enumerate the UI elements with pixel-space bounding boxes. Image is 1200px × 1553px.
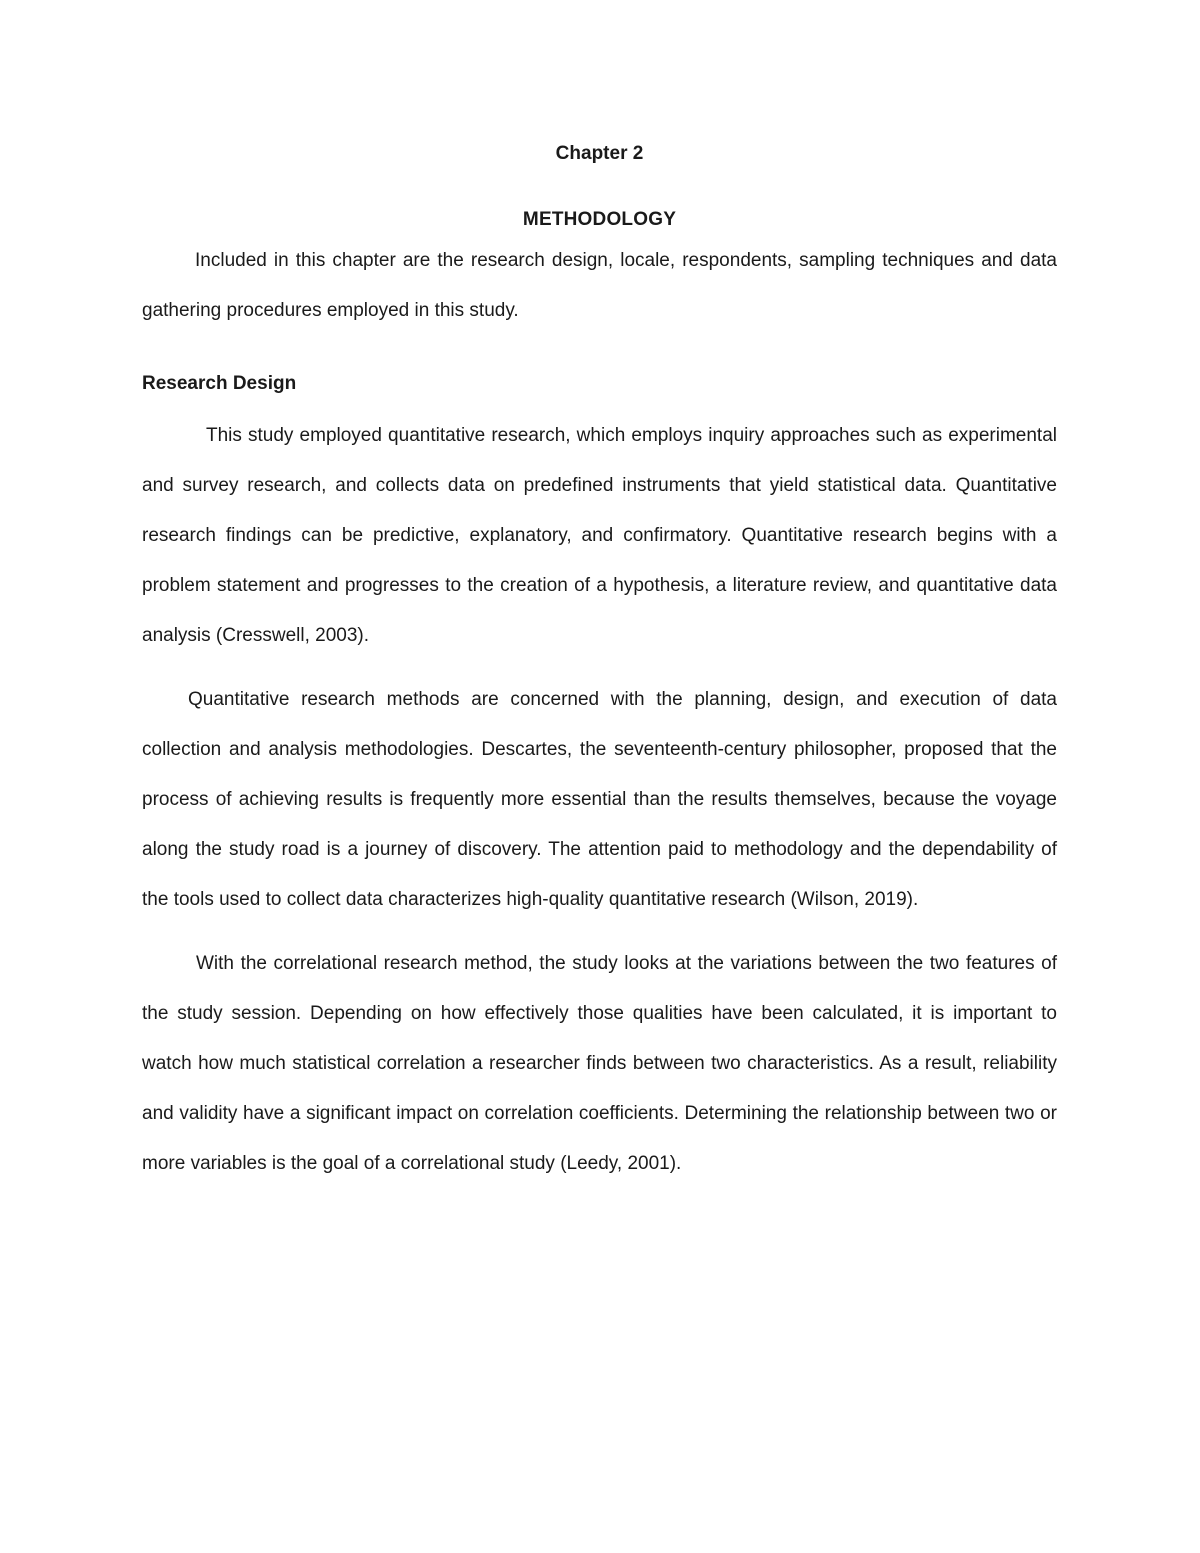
- chapter-title: METHODOLOGY: [522, 209, 677, 230]
- chapter-label: Chapter 2: [555, 143, 644, 164]
- paragraph-3: With the correlational research method, the study looks at the variations between the two features of the study session. Depending on how effectively those qualities have been calculated, it is important to watch how much statistical correlation a researcher finds between two characteristics. As a result, reliability and validity have a significant impact on correlation coefficients. Determining the relationship between two or more variables is the goal of a correlational study (Leedy, 2001).: [142, 953, 1057, 1174]
- intro-paragraph: Included in this chapter are the research design, locale, respondents, sampling techniques and data gathering procedures employed in this study.: [142, 250, 1057, 321]
- paragraph-1: This study employed quantitative research, which employs inquiry approaches such as experimental and survey research, and collects data on predefined instruments that yield statistical data. Quantitative research findings can be predictive, explanatory, and confirmatory. Quantitative research begins with a problem statement and progresses to the creation of a hypothesis, a literature review, and quantitative data analysis (Cresswell, 2003).: [142, 425, 1057, 646]
- section-heading-research-design: Research Design: [142, 373, 297, 394]
- paragraph-2: Quantitative research methods are concerned with the planning, design, and execution of data collection and analysis methodologies. Descartes, the seventeenth-century philosopher, proposed that the process of achieving results is frequently more essential than the results themselves, because the voyage along the study road is a journey of discovery. The attention paid to methodology and the dependability of the tools used to collect data characterizes high-quality quantitative research (Wilson, 2019).: [142, 689, 1057, 910]
- page-content: [142, 138, 1057, 1189]
